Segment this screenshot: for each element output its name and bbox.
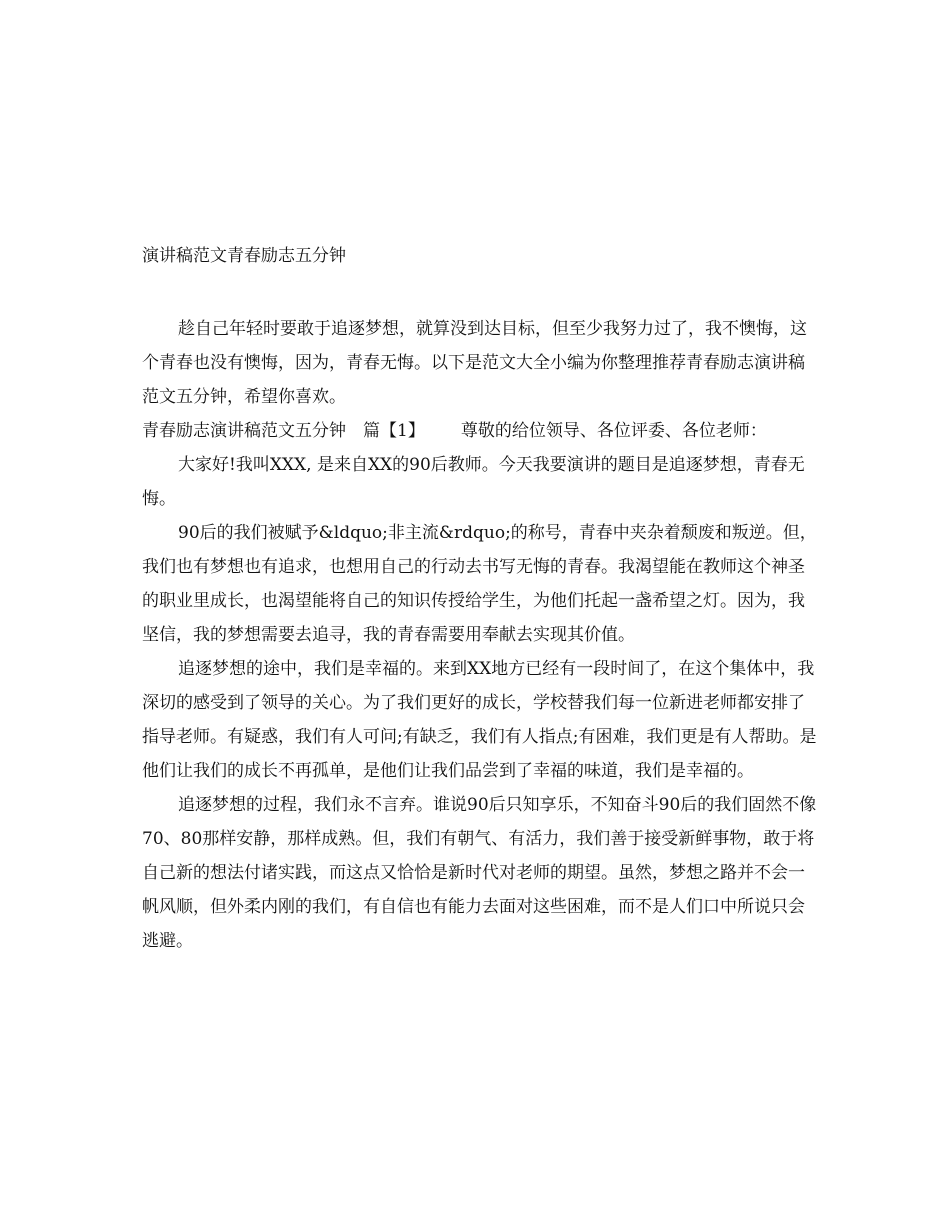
body-paragraph: 90后的我们被赋予&ldquo;非主流&rdquo;的称号，青春中夹杂着颓废和叛逆。但，我们也有梦想也有追求，也想用自己的行动去书写无悔的青春。我渴望能在教师这个神圣的职业里成长，也渴望能将自己的知识传授给学生，为他们托起一盏希望之灯。因为，我坚信，我的梦想需要去追寻，我的青春需要用奉献去实现其价值。 bbox=[142, 523, 817, 645]
body-paragraph: 大家好!我叫XXX, 是来自XX的90后教师。今天我要演讲的题目是追逐梦想，青春无悔。 bbox=[142, 455, 805, 509]
section-heading-line bbox=[142, 414, 818, 448]
salutation: 尊敬的给位领导、各位评委、各位老师： bbox=[460, 421, 767, 441]
section-heading: 青春励志演讲稿范文五分钟 篇【1】 bbox=[142, 421, 425, 441]
intro-paragraph: 趁自己年轻时要敢于追逐梦想，就算没到达目标，但至少我努力过了，我不懊悔，这个青春也没有懊悔，因为，青春无悔。以下是范文大全小编为你整理推荐青春励志演讲稿范文五分钟，希望你喜欢。 bbox=[142, 319, 807, 407]
document-body bbox=[142, 312, 818, 958]
body-paragraph: 追逐梦想的过程，我们永不言弃。谁说90后只知享乐，不知奋斗90后的我们固然不像70、80那样安静，那样成熟。但，我们有朝气、有活力，我们善于接受新鲜事物，敢于将自己新的想法付诸实践，而这点又恰恰是新时代对老师的期望。虽然，梦想之路并不会一帆风顺，但外柔内刚的我们，有自信也有能力去面对这些困难，而不是人们口中所说只会逃避。 bbox=[142, 795, 817, 951]
body-paragraph: 追逐梦想的途中，我们是幸福的。来到XX地方已经有一段时间了，在这个集体中，我深切的感受到了领导的关心。为了我们更好的成长，学校替我们每一位新进老师都安排了指导老师。有疑惑，我们有人可问;有缺乏，我们有人指点;有困难，我们更是有人帮助。是他们让我们的成长不再孤单，是他们让我们品尝到了幸福的味道，我们是幸福的。 bbox=[142, 659, 817, 781]
document-title: 演讲稿范文青春励志五分钟 bbox=[142, 246, 346, 266]
